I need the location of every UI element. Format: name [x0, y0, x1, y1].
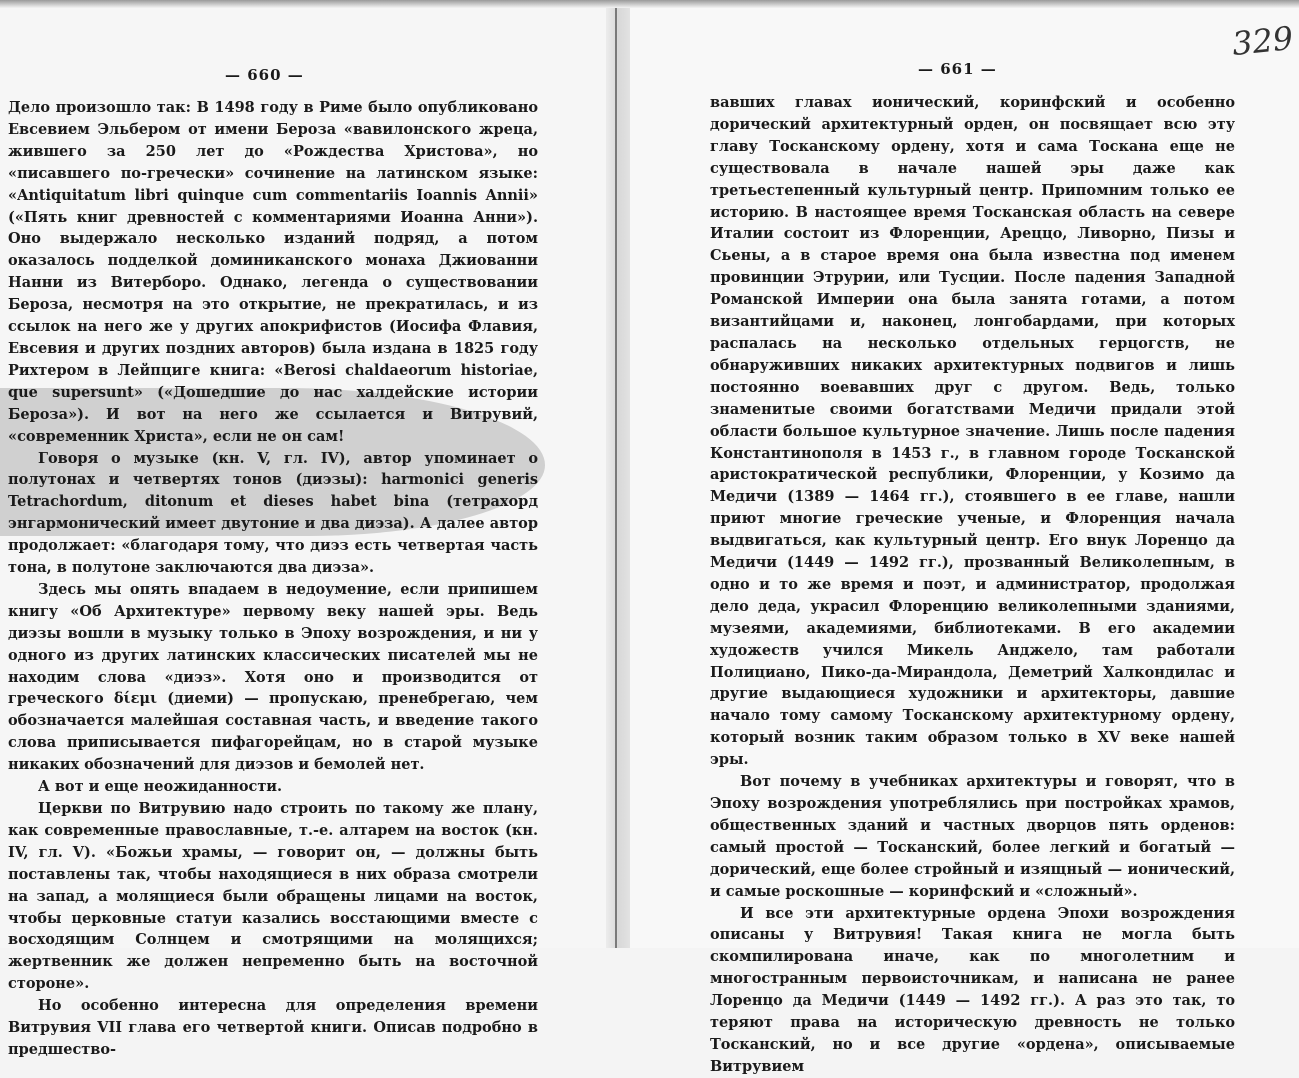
- paragraph: Дело произошло так: В 1498 году в Риме было опубликовано Евсевием Эльбером от имени Бероза «вавилонского жреца, жившего за 250 лет до «Рождества Христова», но «писавшего по-гречески» сочинение на латинском языке: «Antiquitatum libri quinque cum commentariis Ioannis Annii» («Пять книг древностей с комментариями Иоанна Анни»). Оно выдержало несколько изданий подряд, а потом оказалось подделкой доминиканского монаха Джиованни Нанни из Витерборо. Однако, легенда о существовании Бероза, несмотря на это открытие, не прекратилась, и из ссылок на него же у других апокрифистов (Иосифа Флавия, Евсевия и других поздних авторов) была издана в 1825 году Рихтером в Лейпциге книга: «Berosi chaldaeorum historiae, que supersunt» («Дошедшие до нас халдейские истории Бероза»). И вот на него же ссылается и Витрувий, «современник Христа», если не он сам!: [8, 99, 538, 445]
- left-page-text: [8, 97, 538, 1061]
- paragraph: Говоря о музыке (кн. V, гл. IV), автор упоминает о полутонах и четвертях тонов (диэзы): harmonici generis Tetrachordum, ditonum et dieses habet bina (тетрахорд энгармонический имеет двутоние и два диэза). А далее автор продолжает: «благодаря тому, что диэз есть четвертая часть тона, в полутоне заключаются два диэза».: [8, 449, 538, 577]
- page-number-left: — 660 —: [225, 66, 304, 84]
- paragraph: Здесь мы опять впадаем в недоумение, если припишем книгу «Об Архитектуре» первому веку нашей эры. Ведь диэзы вошли в музыку только в Эпоху возрождения, и ни у одного из других латинских классических писателей мы не находим слова «диэз». Хотя оно и производится от греческого δίεμι (диеми) — пропускаю, пренебрегаю, чем обозначается малейшая составная часть, и введение такого слова приписывается пифагорейцам, но в старой музыке никаких обозначений для диэзов и бемолей нет.: [8, 580, 538, 774]
- paragraph: вавших главах ионический, коринфский и особенно дорический архитектурный орден, он посвящает всю эту главу Тосканскому ордену, хотя и сама Тоскана еще не существовала в начале нашей эры даже как третьестепенный культурный центр. Припомним только ее историю. В настоящее время Тосканская область на севере Италии состоит из Флоренции, Ареццо, Ливорно, Пизы и Сьены, а в старое время она была известна под именем провинции Этрурии, или Тусции. После падения Западной Романской Империи она была занята готами, а потом византийцами и, наконец, лонгобардами, при которых распалась на несколько отдельных герцогств, не обнаруживших никаких архитектурных подвигов и лишь постоянно воевавших друг с другом. Ведь, только знаменитые своими богатствами Медичи придали этой области большое культурное значение. Лишь после падения Константинополя в 1453 г., в главном городе Тосканской аристократической республики, Флоренции, у Козимо да Медичи (1389 — 1464 гг.), стоявшего в ее главе, нашли приют многие греческие ученые, и Флоренция начала выдвигаться, как культурный центр. Его внук Лоренцо да Медичи (1449 — 1492 гг.), прозванный Великолепным, в одно и то же время и поэт, и администратор, продолжая дело деда, украсил Флоренцию великолепными зданиями, музеями, академиями, библиотеками. В его академии художеств учился Микель Анджело, там работали Полициано, Пико-да-Мирандола, Деметрий Халкондилас и другие выдающиеся художники и архитекторы, давшие начало тому самому Тосканскому архитектурному ордену, который возник таким образом только в XV веке нашей эры.: [710, 94, 1235, 769]
- right-page: [630, 0, 1299, 1075]
- paragraph: Церкви по Витрувию надо строить по такому же плану, как современные православные, т.-е. алтарем на восток (кн. IV, гл. V). «Божьи храмы, — говорит он, — должны быть поставлены так, чтобы находящиеся в них образа смотрели на запад, а молящиеся были обращены лицами на восток, чтобы церковные статуи казались восстающими вместе с восходящим Солнцем и смотрящими на молящихся; жертвенник же должен непременно быть на восточной стороне».: [8, 800, 538, 993]
- book-spine: [615, 0, 617, 948]
- handwritten-page-number: 329: [1230, 18, 1295, 64]
- left-page: [0, 0, 620, 1058]
- paragraph: А вот и еще неожиданности.: [38, 778, 283, 796]
- page-number-right: — 661 —: [918, 60, 997, 78]
- paragraph: И все эти архитектурные ордена Эпохи возрождения описаны у Витрувия! Такая книга не могла быть скомпилирована иначе, как по многолетним и многостранным первоисточникам, и написана не ранее Лоренцо да Медичи (1449 — 1492 гг.). А раз это так, то теряют права на историческую древность не только Тосканский, но и все другие «ордена», описываемые Витрувием: [710, 904, 1235, 1075]
- scan-top-edge: [0, 0, 1299, 8]
- paragraph: Вот почему в учебниках архитектуры и говорят, что в Эпоху возрождения употреблялись при постройках храмов, общественных зданий и частных дворцов пять орденов: самый простой — Тосканский, более легкий и богатый — дорический, еще более стройный и изящный — ионический, и самые роскошные — коринфский и «сложный».: [710, 773, 1235, 900]
- paragraph: Но особенно интересна для определения времени Витрувия VII глава его четвертой книги. Описав подробно в предшество-: [8, 997, 538, 1058]
- right-page-text: [710, 92, 1235, 1078]
